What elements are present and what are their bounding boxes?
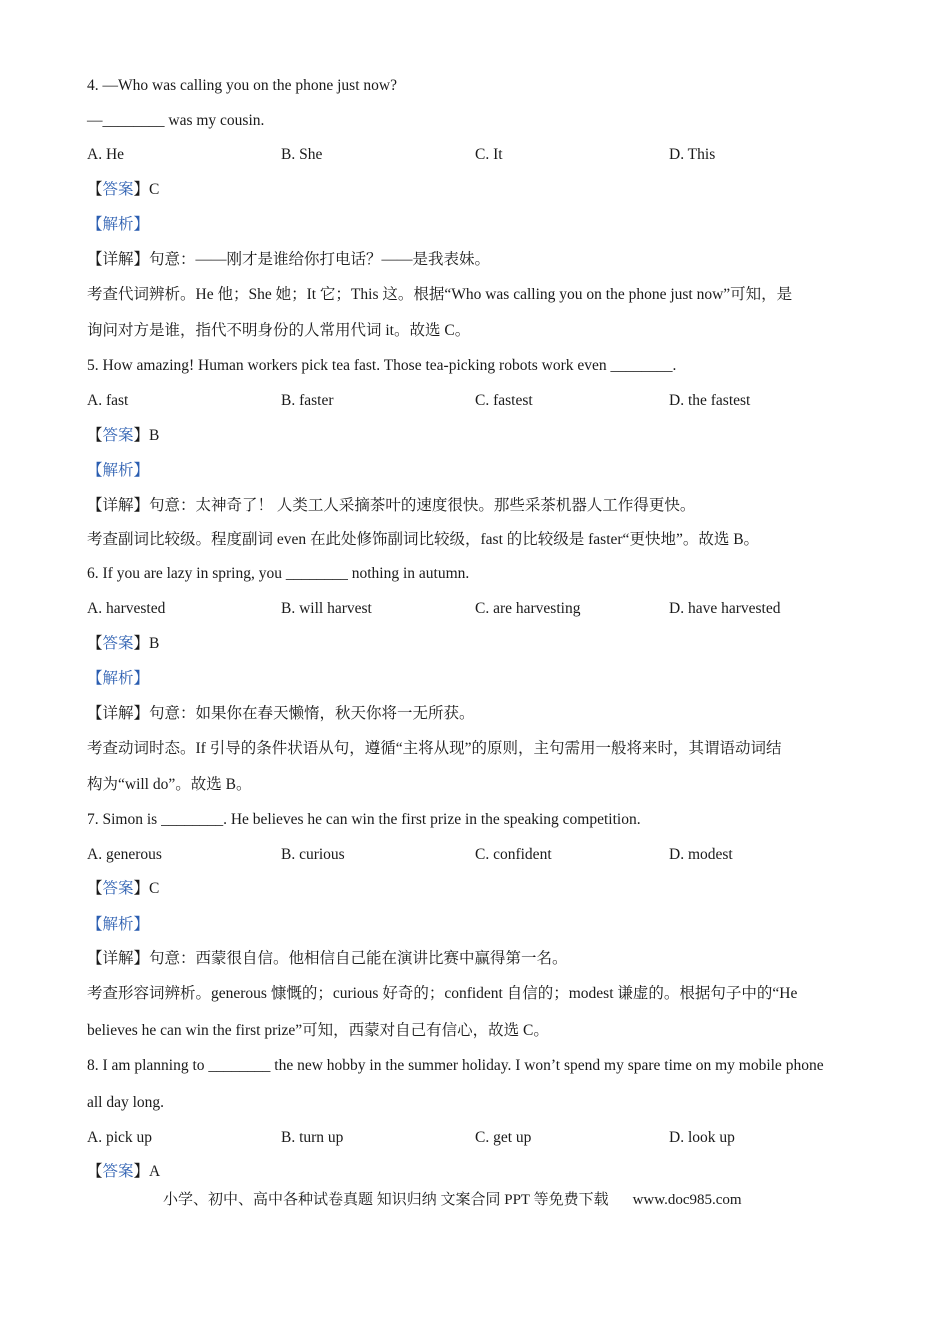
q6-option-c: C. are harvesting (475, 600, 581, 617)
q7-option-d: D. modest (669, 846, 733, 863)
q8-stem: 8. I am planning to ________ the new hobby in the summer holiday. I won’t spend my spare time on my mobile phone (87, 1057, 824, 1074)
answer-label-close: 】 (133, 427, 150, 444)
q5-detail (87, 496, 695, 516)
q5-answer (87, 426, 159, 446)
q7-option-a: A. generous (87, 846, 162, 863)
q4-detail (87, 250, 490, 270)
page-footer (163, 1190, 742, 1210)
answer-label-close: 】 (133, 1163, 150, 1180)
footer-url-link[interactable]: www.doc985.com (632, 1192, 742, 1208)
q4-stem-answer-line: —________ was my cousin. (87, 112, 265, 129)
q4-explanation-1: 考查代词辨析。He 他；She 她；It 它；This 这。根据“Who was calling you on the phone just now”可知，是 (87, 286, 793, 303)
answer-label: 答案 (102, 880, 134, 897)
q4-option-b: B. She (281, 146, 323, 163)
answer-label: 答案 (102, 427, 134, 444)
q6-stem: 6. If you are lazy in spring, you ________ nothing in autumn. (87, 565, 470, 582)
q4-option-a: A. He (87, 146, 125, 163)
q4-explanation-2: 询问对方是谁，指代不明身份的人常用代词 it。故选 C。 (87, 322, 471, 339)
q8-option-b: B. turn up (281, 1129, 344, 1146)
q7-option-b: B. curious (281, 846, 345, 863)
answer-label-open: 【 (87, 1163, 103, 1180)
q4-detail-text: 句意：——刚才是谁给你打电话？——是我表妹。 (149, 251, 491, 268)
answer-label: 答案 (102, 181, 134, 198)
q7-detail-text: 句意：西蒙很自信。他相信自己能在演讲比赛中赢得第一名。 (149, 950, 568, 967)
q5-analysis-label: 【解析】 (87, 462, 150, 479)
answer-label: 答案 (102, 635, 134, 652)
q7-explanation-1: 考查形容词辨析。generous 慷慨的；curious 好奇的；confident 自信的；modest 谦虚的。根据句子中的“He (87, 985, 798, 1002)
q4-stem: 4. —Who was calling you on the phone just now? (87, 77, 397, 94)
q7-answer-value: C (149, 880, 160, 897)
q4-option-d: D. This (669, 146, 716, 163)
q5-detail-text: 句意：太神奇了！ 人类工人采摘茶叶的速度很快。那些采茶机器人工作得更快。 (149, 497, 696, 514)
q4-answer-value: C (149, 181, 160, 198)
answer-label-close: 】 (133, 181, 150, 198)
q4-answer (87, 180, 159, 200)
q8-stem-continued: all day long. (87, 1094, 165, 1111)
answer-label-open: 【 (87, 427, 103, 444)
q6-explanation-1: 考查动词时态。If 引导的条件状语从句，遵循“主将从现”的原则，主句需用一般将来时，其谓语动词结 (87, 740, 782, 757)
answer-label-open: 【 (87, 181, 103, 198)
answer-label-open: 【 (87, 635, 103, 652)
q7-answer (87, 879, 159, 899)
detail-label: 【详解】 (87, 705, 150, 722)
q7-analysis-label: 【解析】 (87, 916, 150, 933)
detail-label: 【详解】 (87, 950, 150, 967)
q6-detail-text: 句意：如果你在春天懒惰，秋天你将一无所获。 (149, 705, 475, 722)
q5-stem: 5. How amazing! Human workers pick tea fast. Those tea-picking robots work even ________. (87, 357, 677, 374)
q5-option-a: A. fast (87, 392, 129, 409)
q5-option-b: B. faster (281, 392, 334, 409)
q6-explanation-2: 构为“will do”。故选 B。 (87, 776, 252, 793)
footer-text: 小学、初中、高中各种试卷真题 知识归纳 文案合同 PPT 等免费下载 (163, 1192, 609, 1208)
q6-option-b: B. will harvest (281, 600, 372, 617)
q4-option-c: C. It (475, 146, 503, 163)
answer-label: 答案 (102, 1163, 134, 1180)
q5-explanation-1: 考查副词比较级。程度副词 even 在此处修饰副词比较级，fast 的比较级是 faster“更快地”。故选 B。 (87, 531, 760, 548)
q5-option-c: C. fastest (475, 392, 533, 409)
q6-detail (87, 704, 475, 724)
answer-label-close: 】 (133, 880, 150, 897)
answer-label-close: 】 (133, 635, 150, 652)
q4-analysis-label: 【解析】 (87, 216, 150, 233)
q8-answer-value: A (149, 1163, 161, 1180)
q8-option-c: C. get up (475, 1129, 532, 1146)
q8-answer (87, 1162, 160, 1182)
q5-answer-value: B (149, 427, 160, 444)
q7-detail (87, 949, 568, 969)
q6-option-d: D. have harvested (669, 600, 781, 617)
q6-option-a: A. harvested (87, 600, 166, 617)
q6-analysis-label: 【解析】 (87, 670, 150, 687)
q6-answer (87, 634, 159, 654)
answer-label-open: 【 (87, 880, 103, 897)
q5-option-d: D. the fastest (669, 392, 751, 409)
q7-stem: 7. Simon is ________. He believes he can win the first prize in the speaking competition. (87, 811, 641, 828)
q8-option-d: D. look up (669, 1129, 735, 1146)
q8-option-a: A. pick up (87, 1129, 153, 1146)
q7-explanation-2: believes he can win the first prize”可知，西蒙对自己有信心，故选 C。 (87, 1022, 549, 1039)
q6-answer-value: B (149, 635, 160, 652)
detail-label: 【详解】 (87, 251, 150, 268)
detail-label: 【详解】 (87, 497, 150, 514)
q7-option-c: C. confident (475, 846, 552, 863)
